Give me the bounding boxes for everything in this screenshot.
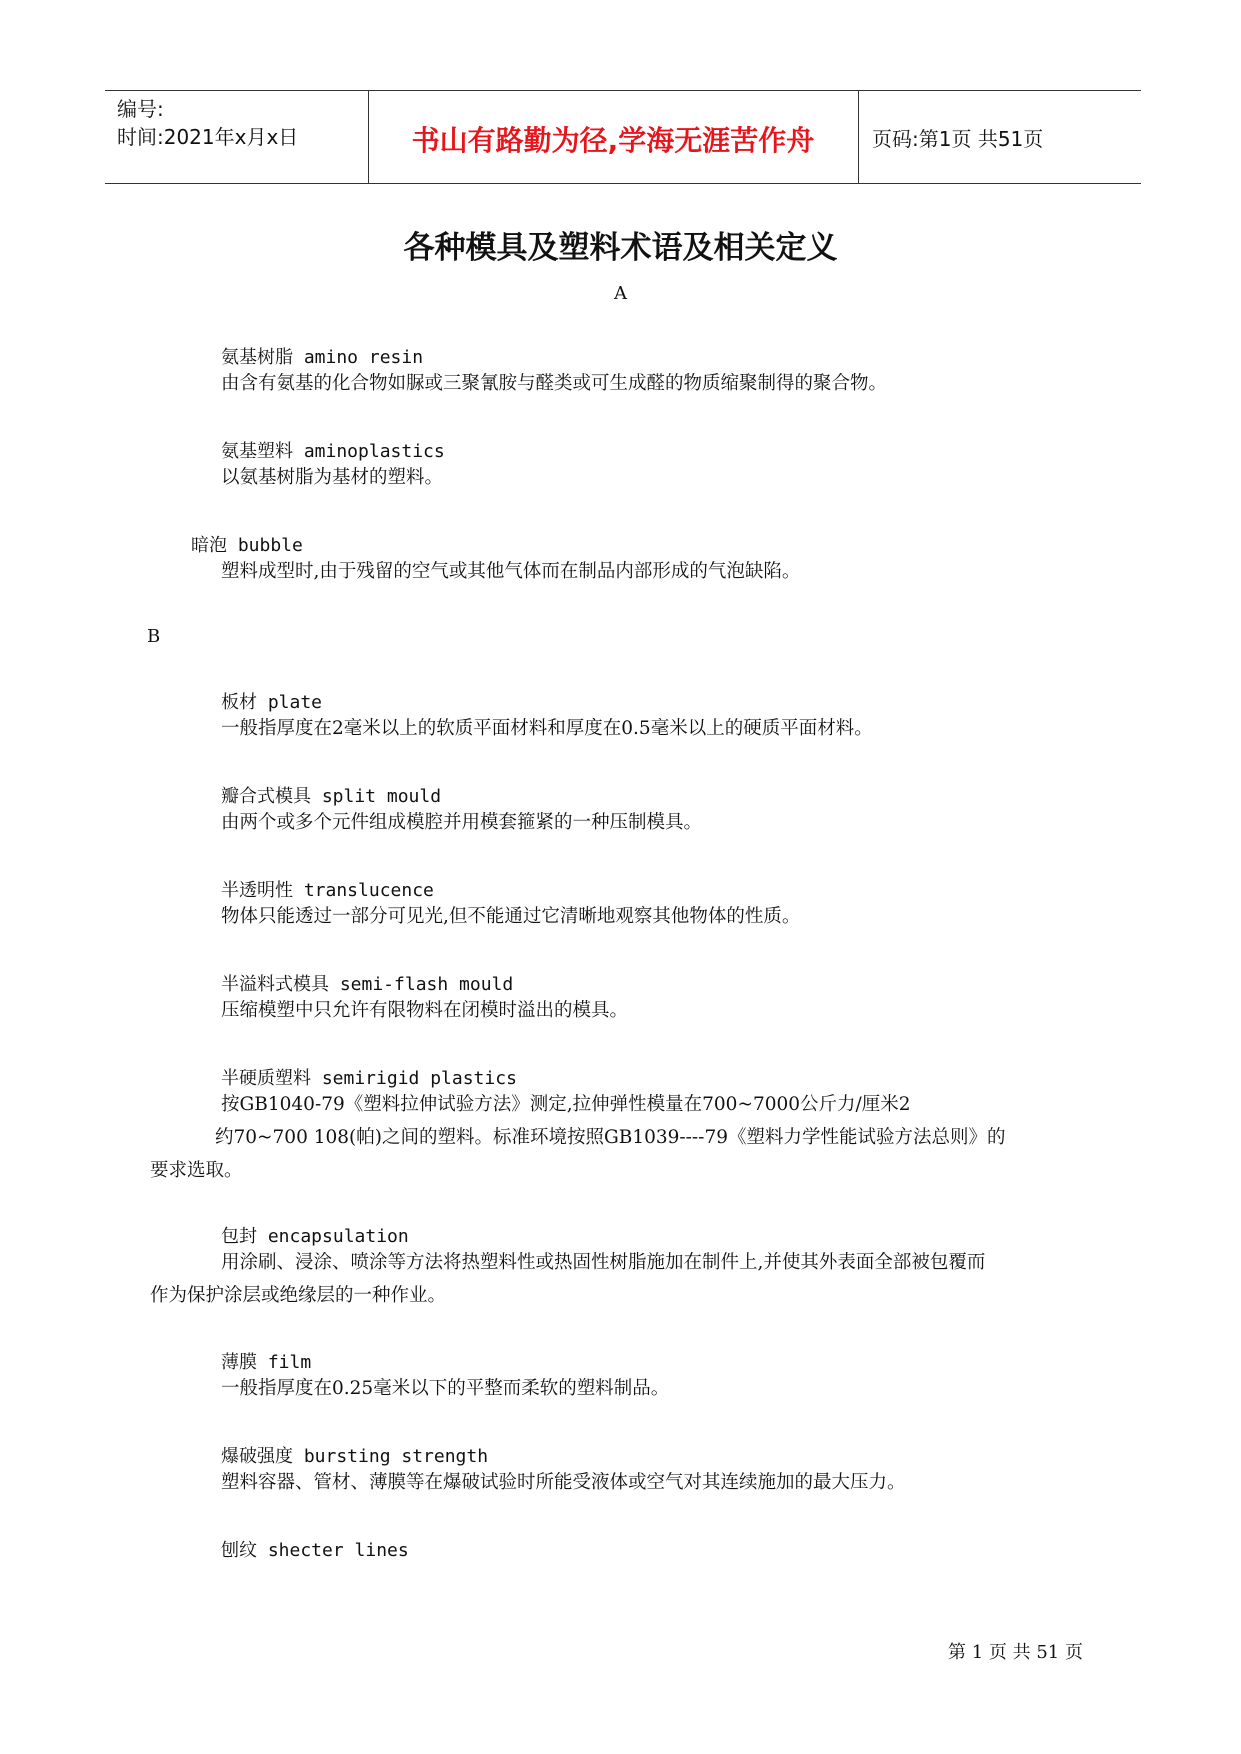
entry-term: 瓣合式模具 split mould bbox=[221, 786, 442, 807]
document-title: 各种模具及塑料术语及相关定义 bbox=[403, 230, 838, 266]
entry-definition: 一般指厚度在2毫米以上的软质平面材料和厚度在0.5毫米以上的硬质平面材料。 bbox=[221, 718, 873, 739]
entry-term: 氨基树脂 amino resin bbox=[221, 347, 424, 368]
document-time-label: 时间:2021年x月x日 bbox=[117, 125, 299, 149]
entry-term: 暗泡 bubble bbox=[191, 535, 303, 556]
entry-term: 刨纹 shecter lines bbox=[221, 1540, 409, 1561]
entry-term: 半透明性 translucence bbox=[221, 880, 434, 901]
entry-term: 包封 encapsulation bbox=[221, 1226, 409, 1247]
document-number-label: 编号: bbox=[117, 97, 164, 121]
entry-definition: 由两个或多个元件组成模腔并用模套箍紧的一种压制模具。 bbox=[221, 812, 703, 833]
page-header bbox=[105, 90, 1141, 184]
section-letter-a: A bbox=[614, 283, 627, 304]
entry-term: 半溢料式模具 semi-flash mould bbox=[221, 974, 514, 995]
entry-definition: 一般指厚度在0.25毫米以下的平整而柔软的塑料制品。 bbox=[221, 1378, 670, 1399]
entry-definition: 塑料成型时,由于残留的空气或其他气体而在制品内部形成的气泡缺陷。 bbox=[221, 561, 801, 582]
header-info-cell bbox=[105, 91, 369, 183]
entry-term: 半硬质塑料 semirigid plastics bbox=[221, 1068, 517, 1089]
header-motto-cell bbox=[368, 91, 859, 183]
entry-term: 板材 plate bbox=[221, 692, 323, 713]
header-page-cell bbox=[858, 91, 1141, 183]
entry-definition-line: 按GB1040-79《塑料拉伸试验方法》测定,拉伸弹性模量在700~7000公斤力/厘米2 bbox=[221, 1094, 911, 1115]
entry-definition: 物体只能透过一部分可见光,但不能通过它清晰地观察其他物体的性质。 bbox=[221, 906, 801, 927]
entry-term: 薄膜 film bbox=[221, 1352, 312, 1373]
header-motto: 书山有路勤为径,学海无涯苦作舟 bbox=[411, 124, 815, 157]
section-letter-b: B bbox=[147, 626, 161, 647]
header-page-info: 页码:第1页 共51页 bbox=[872, 127, 1044, 151]
entry-definition: 压缩模塑中只允许有限物料在闭模时溢出的模具。 bbox=[221, 1000, 629, 1021]
page-footer: 第 1 页 共 51 页 bbox=[948, 1642, 1083, 1663]
entry-definition: 以氨基树脂为基材的塑料。 bbox=[221, 467, 444, 488]
entry-definition: 塑料容器、管材、薄膜等在爆破试验时所能受液体或空气对其连续施加的最大压力。 bbox=[221, 1472, 906, 1493]
entry-definition-line: 作为保护涂层或绝缘层的一种作业。 bbox=[150, 1285, 447, 1306]
entry-definition-line: 用涂刷、浸涂、喷涂等方法将热塑料性或热固性树脂施加在制件上,并使其外表面全部被包覆而 bbox=[221, 1252, 986, 1273]
entry-definition: 由含有氨基的化合物如脲或三聚氰胺与醛类或可生成醛的物质缩聚制得的聚合物。 bbox=[221, 373, 888, 394]
entry-term: 氨基塑料 aminoplastics bbox=[221, 441, 445, 462]
entry-term: 爆破强度 bursting strength bbox=[221, 1446, 489, 1467]
entry-definition-line: 约70~700 108(帕)之间的塑料。标准环境按照GB1039----79《塑料力学性能试验方法总则》的 bbox=[215, 1127, 1006, 1148]
entry-definition-line: 要求选取。 bbox=[150, 1160, 243, 1181]
